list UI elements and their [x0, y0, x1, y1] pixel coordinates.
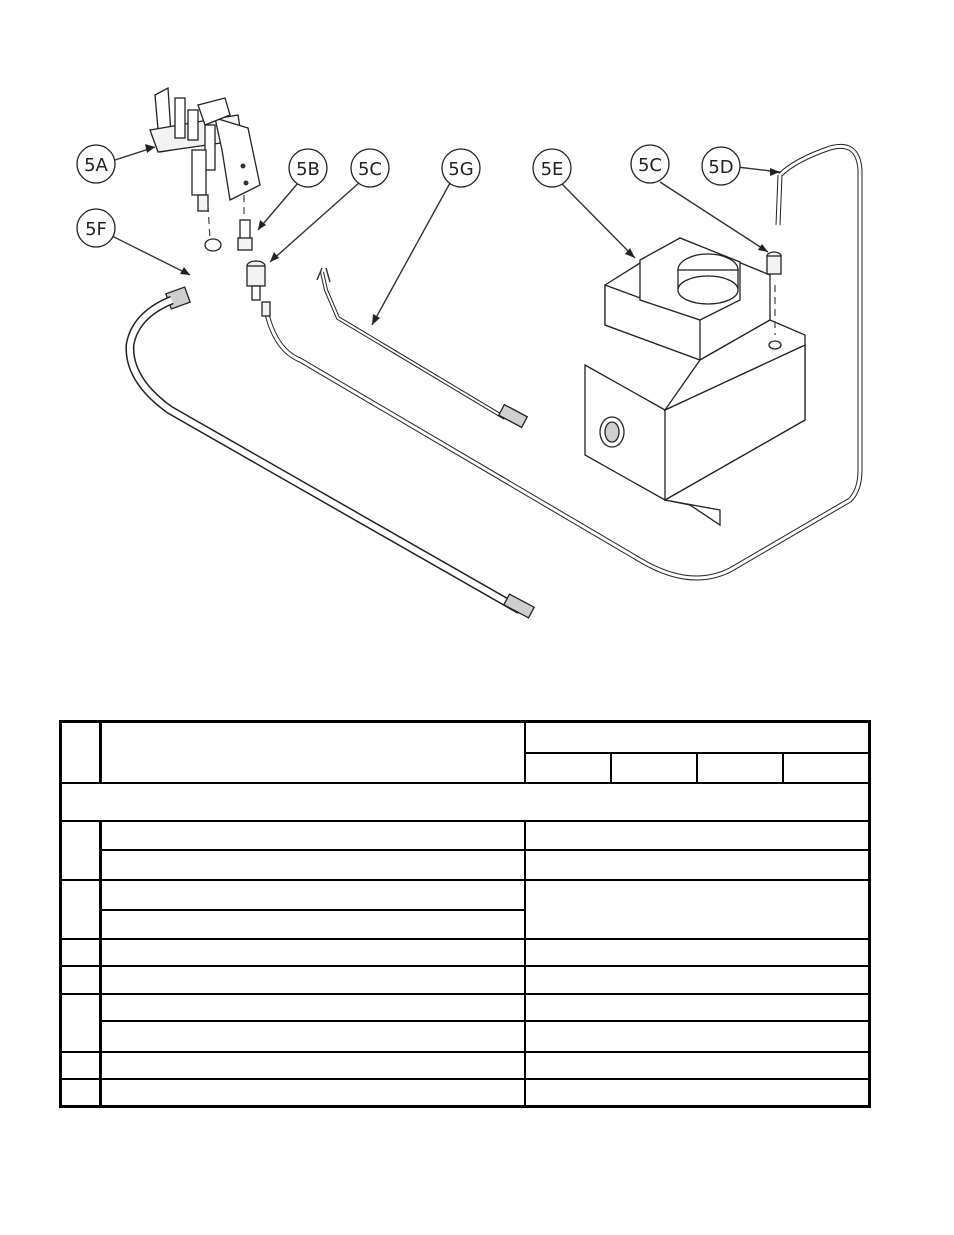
part-number-cell	[525, 939, 869, 966]
item-cell	[61, 994, 101, 1052]
model-column-header	[783, 753, 869, 783]
part-number-cell	[525, 966, 869, 993]
item-cell	[61, 1052, 101, 1079]
pilot-tubing-5f	[130, 205, 534, 618]
callout-label-5e: 5E	[540, 159, 564, 180]
section-title	[61, 783, 870, 821]
table-row	[61, 880, 870, 910]
compression-fitting-5c-left	[247, 261, 265, 300]
description-cell	[101, 1079, 526, 1106]
part-number-cell	[525, 1021, 869, 1052]
callout-label-5g: 5G	[448, 159, 474, 180]
item-cell	[61, 966, 101, 993]
part-number-cell	[525, 994, 869, 1021]
table-row	[61, 850, 870, 879]
model-column-header	[697, 753, 783, 783]
item-header	[61, 722, 101, 783]
callout-5c-left	[351, 149, 389, 187]
model-column-header	[525, 753, 611, 783]
callout-5d	[702, 147, 740, 185]
item-cell	[61, 939, 101, 966]
description-cell	[101, 821, 526, 850]
model-column-header	[611, 753, 697, 783]
description-cell	[101, 850, 526, 879]
gas-valve-5e	[585, 238, 805, 525]
callout-5b	[289, 149, 327, 187]
item-cell	[61, 821, 101, 879]
pilot-burner-assembly-5a	[150, 88, 260, 211]
description-cell	[101, 966, 526, 993]
callout-5a	[77, 145, 115, 183]
compression-fitting-5c-right	[767, 252, 781, 274]
callout-label-5a: 5A	[84, 155, 108, 176]
callout-label-5f: 5F	[85, 219, 107, 240]
callout-5c-right	[631, 145, 669, 183]
callout-label-5c-left: 5C	[357, 159, 383, 180]
description-cell	[101, 880, 526, 910]
callout-5g	[442, 149, 480, 187]
callout-label-5d: 5D	[708, 157, 734, 178]
callout-label-5c-right: 5C	[637, 155, 663, 176]
description-header	[101, 722, 526, 783]
part-number-cell	[525, 880, 869, 939]
table-row	[61, 939, 870, 966]
table-row	[61, 966, 870, 993]
parts-table	[59, 720, 871, 1108]
description-cell	[101, 1021, 526, 1052]
screw-5b	[238, 195, 252, 250]
table-row	[61, 1079, 870, 1106]
item-cell	[61, 1079, 101, 1106]
part-number-cell	[525, 1079, 869, 1106]
callout-5f	[77, 209, 115, 247]
table-row	[61, 821, 870, 850]
item-cell	[61, 880, 101, 939]
part-number-cell	[525, 1052, 869, 1079]
table-row	[61, 1052, 870, 1079]
callout-label-5b: 5B	[296, 159, 320, 180]
models-header	[525, 722, 869, 753]
igniter-wire-5g	[317, 268, 527, 427]
part-number-cell	[525, 821, 869, 850]
description-cell	[101, 1052, 526, 1079]
table-row	[61, 994, 870, 1021]
description-cell	[101, 994, 526, 1021]
description-cell	[101, 939, 526, 966]
description-cell	[101, 910, 526, 939]
table-row	[61, 1021, 870, 1052]
part-number-cell	[525, 850, 869, 879]
callout-5e	[533, 149, 571, 187]
